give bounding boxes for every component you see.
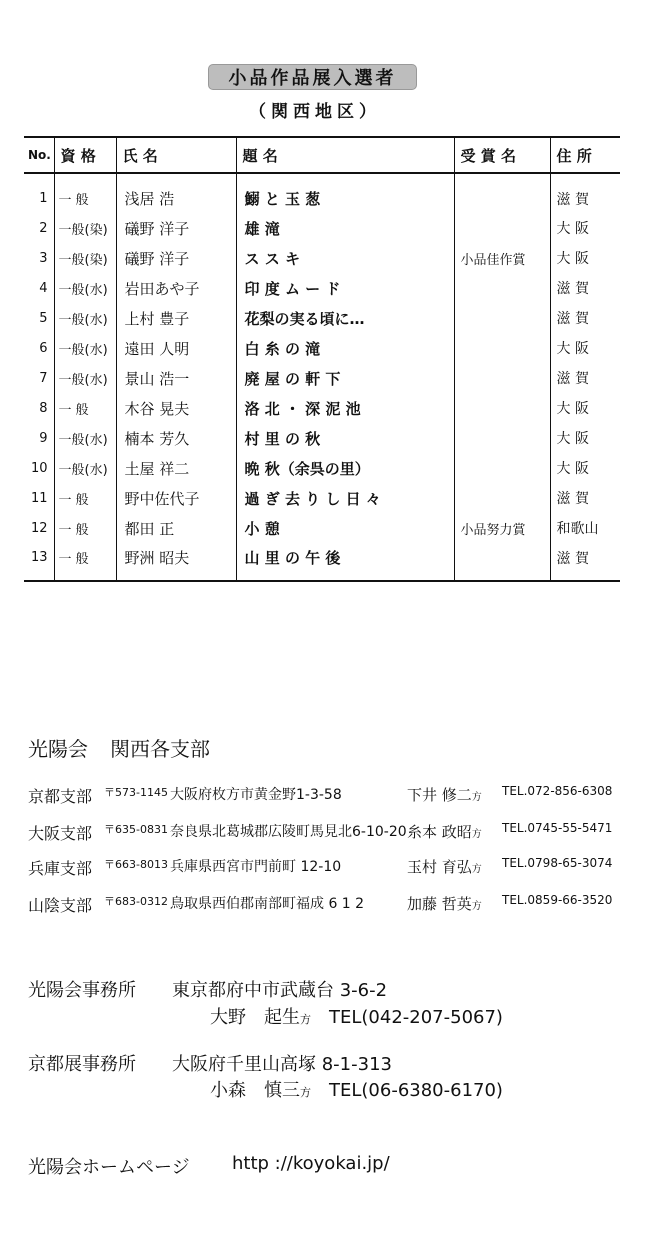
cell-no: 10 xyxy=(30,460,48,476)
cell-location: 大 阪 xyxy=(550,453,620,483)
cell-name: 浅居 浩 xyxy=(116,173,236,213)
col-header-no: No. xyxy=(24,137,54,173)
table-header-row xyxy=(24,137,620,173)
cell-no: 6 xyxy=(39,340,48,356)
cell-no: 7 xyxy=(39,370,48,386)
cell-title: 洛 北 ・ 深 泥 池 xyxy=(236,393,454,423)
cell-title: 雄 滝 xyxy=(236,213,454,243)
cell-name: 景山 浩一 xyxy=(116,363,236,393)
cell-award xyxy=(454,273,550,303)
branch-contact xyxy=(407,821,482,842)
cell-no: 4 xyxy=(39,280,48,296)
region-subtitle: （関西地区） xyxy=(249,102,381,122)
cell-no: 2 xyxy=(39,220,48,236)
branch-address: 鳥取県西伯郡南部町福成 6 1 2 xyxy=(170,896,365,912)
office-tel: TEL(06-6380-6170) xyxy=(329,1080,503,1101)
cell-no: 11 xyxy=(30,490,48,506)
cell-award xyxy=(454,483,550,513)
cell-no: 1 xyxy=(39,191,48,206)
cell-grade: 一般(水) xyxy=(54,423,116,453)
homepage-label: 光陽会ホームページ xyxy=(28,1157,190,1178)
cell-name: 土屋 祥二 xyxy=(116,453,236,483)
branch-tel: TEL.0859-66-3520 xyxy=(502,893,613,907)
branches-heading xyxy=(28,733,210,762)
branch-row xyxy=(28,821,628,845)
branch-person: 糸本 政昭 xyxy=(407,823,472,841)
cell-award xyxy=(454,543,550,581)
office-person: 大野 起生 xyxy=(210,1007,300,1028)
office-suffix: 方 xyxy=(300,1086,311,1099)
cell-title: 鰯 と 玉 葱 xyxy=(236,173,454,213)
office-address: 東京都府中市武蔵台 3-6-2 xyxy=(172,980,388,1001)
cell-location: 滋 賀 xyxy=(550,273,620,303)
cell-no: 3 xyxy=(39,250,48,266)
table-row xyxy=(24,393,620,423)
cell-grade: 一 般 xyxy=(54,173,116,213)
branch-address: 兵庫県西宮市門前町 12-10 xyxy=(170,859,342,875)
cell-title: 晩 秋（余呉の里） xyxy=(236,453,454,483)
table-row xyxy=(24,543,620,581)
table-row xyxy=(24,333,620,363)
branch-suffix: 方 xyxy=(471,901,482,912)
branch-person: 加藤 哲英 xyxy=(407,895,472,913)
cell-grade: 一般(染) xyxy=(54,213,116,243)
cell-name: 楠本 芳久 xyxy=(116,423,236,453)
cell-award xyxy=(454,333,550,363)
cell-award: 小品努力賞 xyxy=(454,513,550,543)
table-row xyxy=(24,423,620,453)
cell-location: 大 阪 xyxy=(550,333,620,363)
cell-grade: 一般(水) xyxy=(54,453,116,483)
branch-name: 山陰支部 xyxy=(28,896,93,915)
cell-name: 都田 正 xyxy=(116,513,236,543)
branch-address: 大阪府枚方市黄金野1-3-58 xyxy=(170,787,342,803)
cell-title: 村 里 の 秋 xyxy=(236,423,454,453)
cell-location: 滋 賀 xyxy=(550,173,620,213)
cell-title: 過 ぎ 去 り し 日 々 xyxy=(236,483,454,513)
branch-row xyxy=(28,893,628,917)
branch-person: 下井 修二 xyxy=(407,786,472,804)
cell-name: 遠田 人明 xyxy=(116,333,236,363)
branch-row xyxy=(28,856,628,880)
branch-contact xyxy=(407,784,482,805)
table-row xyxy=(24,483,620,513)
cell-title: ス ス キ xyxy=(236,243,454,273)
cell-award: 小品佳作賞 xyxy=(454,243,550,273)
cell-title: 白 糸 の 滝 xyxy=(236,333,454,363)
cell-title: 山 里 の 午 後 xyxy=(236,543,454,581)
cell-award xyxy=(454,303,550,333)
branch-name: 京都支部 xyxy=(28,787,93,806)
branch-zip: 〒635-0831 xyxy=(104,823,168,836)
cell-no: 5 xyxy=(39,310,48,326)
branch-person: 玉村 育弘 xyxy=(407,858,472,876)
cell-name: 礒野 洋子 xyxy=(116,243,236,273)
office-contact xyxy=(210,1003,503,1029)
branches-title: 関西各支部 xyxy=(110,737,210,761)
branch-contact xyxy=(407,893,482,914)
cell-name: 岩田あや子 xyxy=(116,273,236,303)
branch-name: 大阪支部 xyxy=(28,824,93,843)
branch-suffix: 方 xyxy=(471,829,482,840)
cell-location: 和歌山 xyxy=(550,513,620,543)
homepage-url[interactable]: http ://koyokai.jp/ xyxy=(232,1153,390,1174)
branch-suffix: 方 xyxy=(471,792,482,803)
cell-no: 9 xyxy=(39,430,48,446)
branch-tel: TEL.072-856-6308 xyxy=(502,784,613,798)
table-row xyxy=(24,243,620,273)
cell-award xyxy=(454,173,550,213)
col-header-award: 受 賞 名 xyxy=(454,137,550,173)
table-row xyxy=(24,453,620,483)
cell-title: 小 憩 xyxy=(236,513,454,543)
branch-suffix: 方 xyxy=(471,864,482,875)
branch-zip: 〒683-0312 xyxy=(104,895,168,908)
cell-grade: 一般(水) xyxy=(54,273,116,303)
branch-zip: 〒663-8013 xyxy=(104,858,168,871)
cell-name: 礒野 洋子 xyxy=(116,213,236,243)
cell-award xyxy=(454,363,550,393)
office-address: 大阪府千里山高塚 8-1-313 xyxy=(172,1054,392,1075)
office-label: 光陽会事務所 xyxy=(28,980,136,1001)
cell-grade: 一 般 xyxy=(54,543,116,581)
cell-grade: 一 般 xyxy=(54,513,116,543)
table-row xyxy=(24,273,620,303)
col-header-location: 住 所 xyxy=(550,137,620,173)
selectees-table xyxy=(24,136,620,582)
cell-award xyxy=(454,393,550,423)
cell-location: 滋 賀 xyxy=(550,543,620,581)
branch-tel: TEL.0745-55-5471 xyxy=(502,821,613,835)
cell-name: 上村 豊子 xyxy=(116,303,236,333)
table-row xyxy=(24,173,620,213)
cell-location: 滋 賀 xyxy=(550,303,620,333)
cell-name: 野洲 昭夫 xyxy=(116,543,236,581)
table-row xyxy=(24,303,620,333)
col-header-grade: 資 格 xyxy=(54,137,116,173)
org-name: 光陽会 xyxy=(28,737,88,761)
branch-contact xyxy=(407,856,482,877)
branch-address: 奈良県北葛城郡広陵町馬見北6-10-20 xyxy=(170,824,407,840)
cell-award xyxy=(454,423,550,453)
branch-name: 兵庫支部 xyxy=(28,859,93,878)
office-contact xyxy=(210,1076,503,1102)
branch-zip: 〒573-1145 xyxy=(104,786,168,799)
col-header-name: 氏 名 xyxy=(116,137,236,173)
cell-grade: 一 般 xyxy=(54,483,116,513)
cell-award xyxy=(454,213,550,243)
cell-grade: 一般(染) xyxy=(54,243,116,273)
cell-location: 大 阪 xyxy=(550,243,620,273)
cell-grade: 一般(水) xyxy=(54,363,116,393)
office-suffix: 方 xyxy=(300,1013,311,1026)
cell-location: 大 阪 xyxy=(550,393,620,423)
branch-row xyxy=(28,784,628,808)
col-header-title: 題 名 xyxy=(236,137,454,173)
cell-award xyxy=(454,453,550,483)
cell-no: 8 xyxy=(39,400,48,416)
cell-title: 廃 屋 の 軒 下 xyxy=(236,363,454,393)
cell-title: 花梨の実る頃に… xyxy=(236,303,454,333)
office-label: 京都展事務所 xyxy=(28,1054,136,1075)
table-row xyxy=(24,363,620,393)
branch-tel: TEL.0798-65-3074 xyxy=(502,856,613,870)
cell-location: 滋 賀 xyxy=(550,483,620,513)
cell-name: 野中佐代子 xyxy=(116,483,236,513)
cell-grade: 一般(水) xyxy=(54,303,116,333)
cell-no: 12 xyxy=(30,520,48,536)
cell-grade: 一 般 xyxy=(54,393,116,423)
cell-grade: 一般(水) xyxy=(54,333,116,363)
cell-name: 木谷 晃夫 xyxy=(116,393,236,423)
cell-location: 大 阪 xyxy=(550,213,620,243)
cell-title: 印 度 ム ー ド xyxy=(236,273,454,303)
cell-location: 滋 賀 xyxy=(550,363,620,393)
table-row xyxy=(24,513,620,543)
exhibition-title: 小品作品展入選者 xyxy=(208,64,417,90)
cell-location: 大 阪 xyxy=(550,423,620,453)
office-person: 小森 慎三 xyxy=(210,1080,300,1101)
cell-no: 13 xyxy=(24,543,54,581)
table-row xyxy=(24,213,620,243)
office-tel: TEL(042-207-5067) xyxy=(329,1007,503,1028)
